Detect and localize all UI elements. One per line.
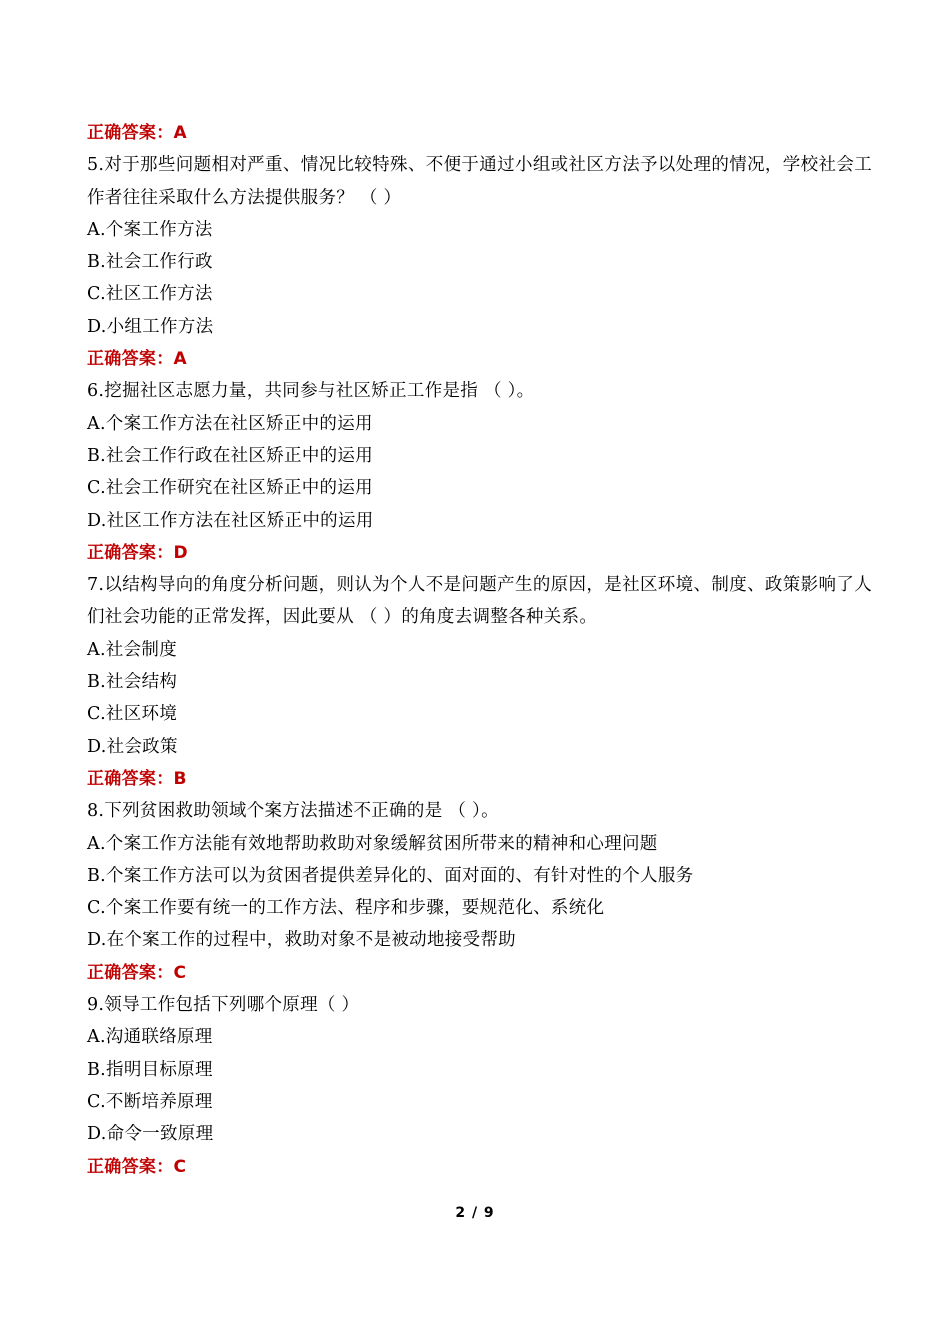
question-5 (87, 149, 872, 375)
question-stem: 7.以结构导向的角度分析问题，则认为个人不是问题产生的原因，是社区环境、制度、政策影响了人们社会功能的正常发挥，因此要从 （ ）的角度去调整各种关系。 (87, 575, 872, 628)
option-c: C.社会工作研究在社区矫正中的运用 (87, 478, 373, 499)
answer-line: 正确答案：A (87, 123, 187, 143)
question-8 (87, 795, 872, 989)
question-9 (87, 989, 872, 1183)
option-d: D.社区工作方法在社区矫正中的运用 (87, 510, 374, 531)
option-c: C.不断培养原理 (87, 1091, 213, 1112)
option-d: D.社会政策 (87, 736, 178, 757)
answer-line: 正确答案：D (87, 542, 188, 563)
option-b: B.个案工作方法可以为贫困者提供差异化的、面对面的、有针对性的个人服务 (87, 865, 694, 886)
option-c: C.社区环境 (87, 704, 178, 725)
option-b: B.指明目标原理 (87, 1059, 213, 1080)
question-stem: 6.挖掘社区志愿力量，共同参与社区矫正工作是指 （ ）。 (87, 381, 535, 402)
answer-line: 正确答案：C (87, 962, 187, 983)
answer-line: 正确答案：C (87, 1156, 187, 1177)
option-d: D.小组工作方法 (87, 316, 214, 337)
page-content (87, 117, 872, 1183)
option-c: C.社区工作方法 (87, 284, 213, 305)
question-stem: 8.下列贫困救助领域个案方法描述不正确的是 （ ）。 (87, 801, 499, 822)
answer-line: 正确答案：B (87, 768, 187, 789)
option-c: C.个案工作要有统一的工作方法、程序和步骤，要规范化、系统化 (87, 898, 605, 919)
option-a: A.沟通联络原理 (87, 1027, 213, 1048)
option-b: B.社会结构 (87, 672, 178, 693)
page-number: 2 / 9 (455, 1205, 495, 1221)
question-6 (87, 375, 872, 569)
answer-line: 正确答案：A (87, 349, 187, 370)
question-stem: 5.对于那些问题相对严重、情况比较特殊、不便于通过小组或社区方法予以处理的情况，学校社会工作者往往采取什么方法提供服务？ （ ） (87, 155, 872, 208)
option-b: B.社会工作行政 (87, 252, 213, 273)
option-a: A.个案工作方法在社区矫正中的运用 (87, 413, 373, 434)
option-a: A.个案工作方法能有效地帮助救助对象缓解贫困所带来的精神和心理问题 (87, 833, 658, 854)
option-d: D.命令一致原理 (87, 1124, 214, 1145)
option-b: B.社会工作行政在社区矫正中的运用 (87, 445, 374, 466)
option-a: A.个案工作方法 (87, 219, 213, 240)
question-7 (87, 569, 872, 795)
option-d: D.在个案工作的过程中，救助对象不是被动地接受帮助 (87, 930, 516, 951)
question-stem: 9.领导工作包括下列哪个原理（ ） (87, 995, 360, 1016)
option-a: A.社会制度 (87, 639, 178, 660)
